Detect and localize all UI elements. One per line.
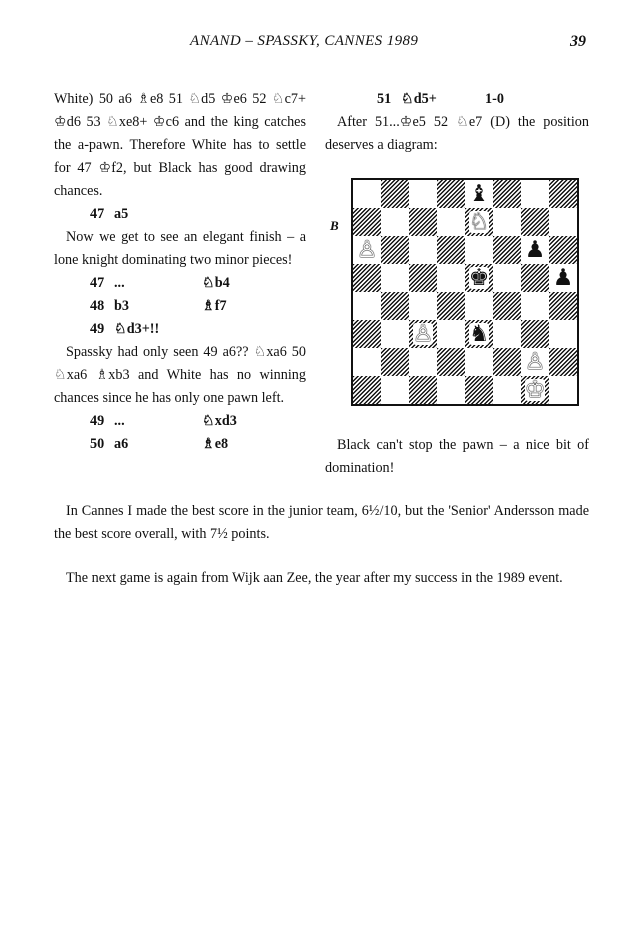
page-header [54, 33, 588, 55]
square-f4 [493, 292, 521, 320]
white-king-icon: ♔ [524, 377, 546, 403]
square-a4 [353, 292, 381, 320]
black-move: ♗f7 [202, 298, 227, 314]
square-b7 [381, 208, 409, 236]
cannes-paragraph: In Cannes I made the best score in the junior team, 6½/10, but the 'Senior' Andersson made the best score overall, with 7½ points. [54, 503, 589, 542]
intro-paragraph: White) 50 a6 ♗e8 51 ♘d5 ♔e6 52 ♘c7+ ♔d6 53 ♘xe8+ ♔c6 and the king catches the a-pawn. Therefore White has to settle for 47 ♔f2, but Black has good drawing chances. [54, 91, 306, 199]
move-number: 47 [90, 206, 105, 222]
white-move: a6 [114, 436, 129, 452]
square-b4 [381, 292, 409, 320]
next-game-paragraph: The next game is again from Wijk aan Zee, the year after my success in the 1989 event. [66, 570, 563, 586]
white-move: ... [114, 413, 125, 429]
black-move: ♘b4 [202, 275, 230, 291]
square-h2 [549, 348, 577, 376]
square-c8 [409, 180, 437, 208]
square-a3 [353, 320, 381, 348]
square-d5 [437, 264, 465, 292]
square-h6 [549, 236, 577, 264]
running-title: ANAND – SPASSKY, CANNES 1989 [190, 33, 419, 49]
square-h1 [549, 376, 577, 404]
square-e1 [465, 376, 493, 404]
square-d1 [437, 376, 465, 404]
finish-paragraph: Now we get to see an elegant finish – a lone knight dominating two minor pieces! [54, 229, 306, 268]
black-move: ♗e8 [202, 436, 229, 452]
square-f2 [493, 348, 521, 376]
square-a2 [353, 348, 381, 376]
square-a7 [353, 208, 381, 236]
black-knight-icon: ♞ [468, 321, 490, 347]
square-a6 [353, 236, 381, 264]
square-f6 [493, 236, 521, 264]
square-d4 [437, 292, 465, 320]
square-c6 [409, 236, 437, 264]
square-b1 [381, 376, 409, 404]
move-number: 51 [377, 91, 392, 107]
move-number: 48 [90, 298, 105, 314]
white-pawn-icon: ♙ [524, 349, 546, 375]
square-a8 [353, 180, 381, 208]
square-e7 [465, 208, 493, 236]
right-column [325, 88, 589, 157]
move-line-47a [54, 203, 306, 226]
square-c4 [409, 292, 437, 320]
white-move: b3 [114, 298, 129, 314]
square-h7 [549, 208, 577, 236]
square-d2 [437, 348, 465, 376]
square-b8 [381, 180, 409, 208]
square-f8 [493, 180, 521, 208]
square-g7 [521, 208, 549, 236]
square-f5 [493, 264, 521, 292]
square-c2 [409, 348, 437, 376]
move-line-49a [54, 318, 306, 341]
square-e3 [465, 320, 493, 348]
square-f7 [493, 208, 521, 236]
square-b5 [381, 264, 409, 292]
square-g3 [521, 320, 549, 348]
move-line-49b [54, 410, 306, 433]
chess-board [351, 178, 579, 406]
square-h4 [549, 292, 577, 320]
black-bishop-icon: ♝ [468, 181, 490, 207]
square-e2 [465, 348, 493, 376]
chess-diagram [325, 174, 589, 412]
move-number: 50 [90, 436, 105, 452]
move-number: 47 [90, 275, 105, 291]
black-pawn-icon: ♟ [552, 265, 574, 291]
square-g2 [521, 348, 549, 376]
square-c5 [409, 264, 437, 292]
square-g5 [521, 264, 549, 292]
white-move: ... [114, 275, 125, 291]
square-g8 [521, 180, 549, 208]
square-h8 [549, 180, 577, 208]
move-line-51 [325, 88, 589, 111]
square-c3 [409, 320, 437, 348]
white-pawn-icon: ♙ [356, 237, 378, 263]
square-g1 [521, 376, 549, 404]
square-e8 [465, 180, 493, 208]
square-h5 [549, 264, 577, 292]
spassky-paragraph: Spassky had only seen 49 a6?? ♘xa6 50 ♘xa6 ♗xb3 and White has no winning chances since he has only one pawn left. [54, 344, 306, 406]
white-move: a5 [114, 206, 129, 222]
square-f1 [493, 376, 521, 404]
white-move: ♘d5+ [401, 91, 437, 107]
black-move: ♘xd3 [202, 413, 237, 429]
move-line-47b [54, 272, 306, 295]
move-number: 49 [90, 413, 105, 429]
square-e6 [465, 236, 493, 264]
white-knight-icon: ♘ [468, 209, 490, 235]
white-move: ♘d3+!! [114, 321, 160, 337]
square-d8 [437, 180, 465, 208]
move-number: 49 [90, 321, 105, 337]
square-e4 [465, 292, 493, 320]
black-king-icon: ♚ [468, 265, 490, 291]
square-c7 [409, 208, 437, 236]
square-f3 [493, 320, 521, 348]
after-paragraph: After 51...♔e5 52 ♘e7 (D) the position deserves a diagram: [325, 114, 589, 153]
square-c1 [409, 376, 437, 404]
move-line-50 [54, 433, 306, 456]
left-column [54, 88, 306, 456]
move-line-48 [54, 295, 306, 318]
square-a1 [353, 376, 381, 404]
diagram-caption: Black can't stop the pawn – a nice bit of domination! [325, 437, 589, 476]
white-pawn-icon: ♙ [412, 321, 434, 347]
page-number: 39 [570, 33, 586, 50]
game-result: 1-0 [485, 91, 504, 107]
square-d6 [437, 236, 465, 264]
square-e5 [465, 264, 493, 292]
square-d3 [437, 320, 465, 348]
square-b3 [381, 320, 409, 348]
square-b6 [381, 236, 409, 264]
square-g4 [521, 292, 549, 320]
side-to-move-label: B [330, 218, 339, 233]
square-d7 [437, 208, 465, 236]
black-pawn-icon: ♟ [524, 237, 546, 263]
square-a5 [353, 264, 381, 292]
square-g6 [521, 236, 549, 264]
square-b2 [381, 348, 409, 376]
square-h3 [549, 320, 577, 348]
